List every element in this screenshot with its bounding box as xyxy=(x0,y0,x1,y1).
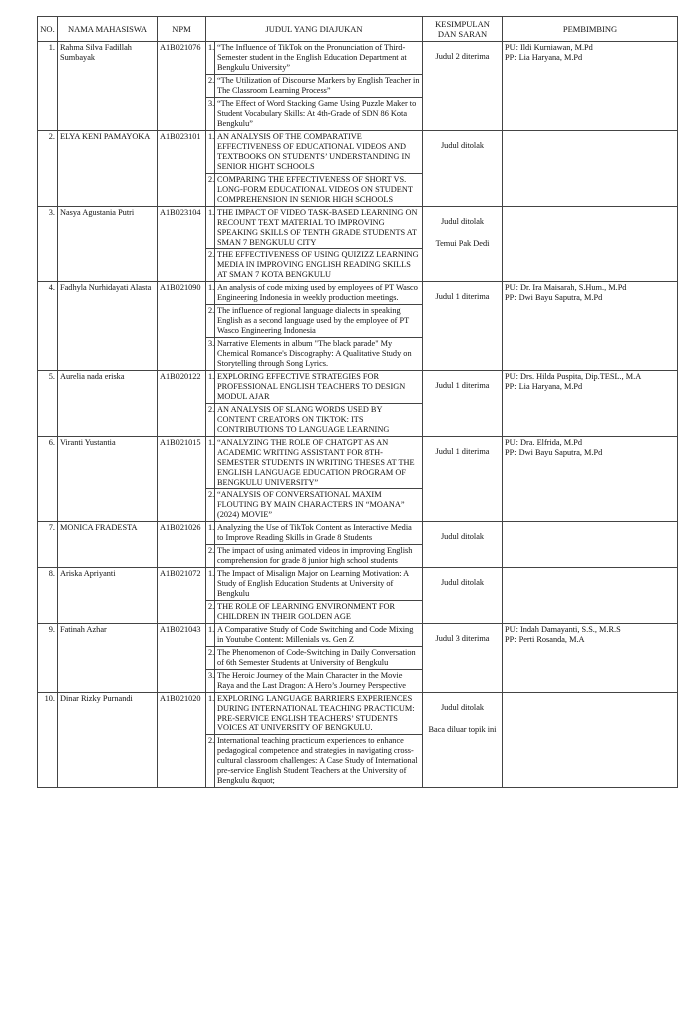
student-name: Fatinah Azhar xyxy=(58,623,158,692)
conclusion-cell xyxy=(423,42,503,131)
student-npm: A1B021076 xyxy=(158,42,206,131)
supervisor-cell xyxy=(503,42,678,131)
supervisor-name: PU: Ildi Kurniawan, M.Pd xyxy=(505,43,593,53)
student-name: Dinar Rizky Purnandi xyxy=(58,692,158,788)
row-number: 5. xyxy=(38,370,58,436)
student-name: MONICA FRADESTA xyxy=(58,522,158,568)
conclusion-cell xyxy=(423,206,503,282)
supervisor-cell xyxy=(503,370,678,436)
proposed-title: AN ANALYSIS OF THE COMPARATIVE EFFECTIVENESS OF EDUCATIONAL VIDEOS AND TEXTBOOKS ON STUDENTS’ UNDERSTANDING IN SENIOR HIGHT SCHOOLS xyxy=(215,131,423,174)
conclusion-text: Judul ditolak xyxy=(440,216,485,226)
proposed-title: The impact of using animated videos in improving English comprehension for grade 8 junior high school students xyxy=(215,545,423,568)
table-body xyxy=(38,42,678,788)
conclusion-text: Judul ditolak xyxy=(440,141,485,150)
proposed-title: “The Utilization of Discourse Markers by English Teacher in The Classroom Learning Process” xyxy=(215,75,423,98)
title-number: 1. xyxy=(206,436,215,489)
supervisor-cell xyxy=(503,206,678,282)
student-npm: A1B021020 xyxy=(158,692,206,788)
supervisor-name: PP: Dwi Bayu Saputra, M.Pd xyxy=(505,447,603,457)
table-row xyxy=(38,370,678,403)
table-row xyxy=(38,42,678,75)
title-number: 2. xyxy=(206,305,215,338)
proposed-title: A Comparative Study of Code Switching and Code Mixing in Youtube Content: Millenials vs. Gen Z xyxy=(215,623,423,646)
header-kesimpulan: KESIMPULAN DAN SARAN xyxy=(423,17,503,42)
row-number: 8. xyxy=(38,568,58,624)
proposed-title: The influence of regional language dialects in speaking English as a second language used by the employee of PT Wasco Engineering Indonesia xyxy=(215,305,423,338)
supervisor-name: PP: Perti Rosanda, M.A xyxy=(505,634,585,644)
title-number: 2. xyxy=(206,173,215,206)
header-no: NO. xyxy=(38,17,58,42)
supervisor-cell xyxy=(503,692,678,788)
student-name: ELYA KENI PAMAYOKA xyxy=(58,131,158,207)
proposed-title: “ANALYSIS OF CONVERSATIONAL MAXIM FLOUTING BY MAIN CHARACTERS IN “MOANA” (2024) MOVIE” xyxy=(215,489,423,522)
proposed-title: “The Influence of TikTok on the Pronunciation of Third-Semester student in the English Education Department at Bengkulu University” xyxy=(215,42,423,75)
title-number: 1. xyxy=(206,282,215,305)
title-number: 2. xyxy=(206,75,215,98)
supervisor-name: PP: Lia Haryana, M.Pd xyxy=(505,53,583,63)
row-number: 6. xyxy=(38,436,58,522)
title-number: 1. xyxy=(206,42,215,75)
student-name: Fadhyla Nurhidayati Alasta xyxy=(58,282,158,371)
row-number: 2. xyxy=(38,131,58,207)
title-number: 3. xyxy=(206,338,215,371)
student-npm: A1B023101 xyxy=(158,131,206,207)
supervisor-name: PP: Lia Haryana, M.Pd xyxy=(505,381,583,391)
table-row xyxy=(38,692,678,735)
student-name: Viranti Yustantia xyxy=(58,436,158,522)
title-number: 1. xyxy=(206,692,215,735)
supervisor-name: PU: Drs. Hilda Puspita, Dip.TESL., M.A xyxy=(505,371,642,381)
proposed-title: EXPLORING LANGUAGE BARRIERS EXPERIENCES DURING INTERNATIONAL TEACHING PRACTICUM: PRE-SERVICE ENGLISH TEACHERS’ STUDENTS VOICES AT UNIVERSITY OF BENGKULU. xyxy=(215,692,423,735)
conclusion-cell xyxy=(423,623,503,692)
title-number: 2. xyxy=(206,735,215,788)
proposed-title: An analysis of code mixing used by employees of PT Wasco Engineering Indonesia in weekly production meetings. xyxy=(215,282,423,305)
title-number: 1. xyxy=(206,370,215,403)
student-name: Nasya Agustania Putri xyxy=(58,206,158,282)
proposed-title: The Phenomenon of Code-Switching in Daily Conversation of 6th Semester Students at University of Bengkulu xyxy=(215,646,423,669)
student-npm: A1B020122 xyxy=(158,370,206,436)
supervisor-name: PP: Dwi Bayu Saputra, M.Pd xyxy=(505,293,603,303)
conclusion-text: Judul 1 diterima xyxy=(435,446,490,456)
student-npm: A1B021043 xyxy=(158,623,206,692)
title-number: 2. xyxy=(206,489,215,522)
conclusion-text: Judul ditolak xyxy=(440,578,485,588)
title-number: 3. xyxy=(206,98,215,131)
student-npm: A1B021026 xyxy=(158,522,206,568)
table-row xyxy=(38,282,678,305)
conclusion-text: Temui Pak Dedi xyxy=(435,238,490,248)
conclusion-text: Judul 3 diterima xyxy=(435,633,490,643)
conclusion-cell xyxy=(423,131,503,207)
title-number: 2. xyxy=(206,600,215,623)
header-nama: NAMA MAHASISWA xyxy=(58,17,158,42)
student-npm: A1B021090 xyxy=(158,282,206,371)
header-npm: NPM xyxy=(158,17,206,42)
conclusion-cell xyxy=(423,522,503,568)
title-number: 1. xyxy=(206,522,215,545)
row-number: 3. xyxy=(38,206,58,282)
student-npm: A1B021015 xyxy=(158,436,206,522)
row-number: 4. xyxy=(38,282,58,371)
conclusion-cell xyxy=(423,568,503,624)
row-number: 9. xyxy=(38,623,58,692)
title-number: 3. xyxy=(206,669,215,692)
conclusion-cell xyxy=(423,282,503,371)
header-judul: JUDUL YANG DIAJUKAN xyxy=(206,17,423,42)
title-number: 2. xyxy=(206,403,215,436)
table-header-row xyxy=(38,17,678,42)
row-number: 7. xyxy=(38,522,58,568)
conclusion-cell xyxy=(423,436,503,522)
supervisor-cell xyxy=(503,436,678,522)
table-row xyxy=(38,522,678,545)
conclusion-text: Judul ditolak xyxy=(440,702,485,712)
supervisor-cell xyxy=(503,623,678,692)
title-number: 1. xyxy=(206,623,215,646)
row-number: 1. xyxy=(38,42,58,131)
supervisor-cell xyxy=(503,522,678,568)
proposed-title: International teaching practicum experiences to enhance pedagogical competence and strategies in navigating cross-cultural classroom challenges: A Case Study of International pre-service English Student Teachers at the University of Bengkulu &quot; xyxy=(215,735,423,788)
proposed-title: AN ANALYSIS OF SLANG WORDS USED BY CONTENT CREATORS ON TIKTOK: ITS CONTRIBUTIONS TO LANGUAGE LEARNING xyxy=(215,403,423,436)
title-number: 2. xyxy=(206,646,215,669)
supervisor-cell xyxy=(503,568,678,624)
proposed-title: “The Effect of Word Stacking Game Using Puzzle Maker to Student Vocabulary Skills: At 4th-Grade of SDN 86 Kota Bengkulu” xyxy=(215,98,423,131)
conclusion-text: Judul 2 diterima xyxy=(435,52,490,62)
student-name: Rahma Silva Fadillah Sumbayak xyxy=(58,42,158,131)
proposed-title: Narrative Elements in album "The black parade" My Chemical Romance's Discography: A Qualitative Study on Storytelling through Song Lyrics. xyxy=(215,338,423,371)
conclusion-text: Judul 1 diterima xyxy=(435,380,490,390)
title-number: 1. xyxy=(206,568,215,601)
title-number: 1. xyxy=(206,131,215,174)
conclusion-cell xyxy=(423,370,503,436)
conclusion-text: Judul 1 diterima xyxy=(435,292,490,302)
table-row xyxy=(38,131,678,174)
proposed-title: The Heroic Journey of the Main Character in the Movie Raya and the Last Dragon: A Hero’s Journey Perspective xyxy=(215,669,423,692)
title-number: 2. xyxy=(206,545,215,568)
supervisor-name: PU: Dr. Ira Maisarah, S.Hum., M.Pd xyxy=(505,283,627,293)
supervisor-cell xyxy=(503,131,678,207)
supervisor-name: PU: Indah Damayanti, S.S., M.R.S xyxy=(505,624,621,634)
table-row xyxy=(38,436,678,489)
proposed-title: “ANALYZING THE ROLE OF CHATGPT AS AN ACADEMIC WRITING ASSISTANT FOR 8TH-SEMESTER STUDENTS IN WRITING THESES AT THE ENGLISH LANGUAGE EDUCATION PROGRAM OF BENGKULU UNIVERSITY” xyxy=(215,436,423,489)
title-number: 2. xyxy=(206,249,215,282)
proposed-title: THE IMPACT OF VIDEO TASK-BASED LEARNING ON RECOUNT TEXT MATERIAL TO IMPROVING SPEAKING SKILLS OF TENTH GRADE STUDENTS AT SMAN 7 BENGKULU CITY xyxy=(215,206,423,249)
supervisor-cell xyxy=(503,282,678,371)
proposed-title: THE ROLE OF LEARNING ENVIRONMENT FOR CHILDREN IN THEIR GOLDEN AGE xyxy=(215,600,423,623)
student-npm: A1B021072 xyxy=(158,568,206,624)
proposed-title: EXPLORING EFFECTIVE STRATEGIES FOR PROFESSIONAL ENGLISH TEACHERS TO DESIGN MODUL AJAR xyxy=(215,370,423,403)
conclusion-cell xyxy=(423,692,503,788)
proposed-title: COMPARING THE EFFECTIVENESS OF SHORT VS. LONG-FORM EDUCATIONAL VIDEOS ON STUDENT COMPREHENSION IN SENIOR HIGH SCHOOLS xyxy=(215,173,423,206)
thesis-title-table xyxy=(37,16,678,788)
student-name: Ariska Apriyanti xyxy=(58,568,158,624)
student-name: Aurelia nada eriska xyxy=(58,370,158,436)
header-pembimbing: PEMBIMBING xyxy=(503,17,678,42)
table-row xyxy=(38,568,678,601)
proposed-title: The Impact of Misalign Major on Learning Motivation: A Study of English Education Students at University of Bengkulu xyxy=(215,568,423,601)
proposed-title: Analyzing the Use of TikTok Content as Interactive Media to Improve Reading Skills in Grade 8 Students xyxy=(215,522,423,545)
proposed-title: THE EFFECTIVENESS OF USING QUIZIZZ LEARNING MEDIA IN IMPROVING ENGLISH READING SKILLS AT SMAN 7 KOTA BENGKULU xyxy=(215,249,423,282)
table-row xyxy=(38,206,678,249)
supervisor-name: PU: Dra. Elfrida, M.Pd xyxy=(505,437,582,447)
conclusion-text: Baca diluar topik ini xyxy=(428,724,497,734)
row-number: 10. xyxy=(38,692,58,788)
student-npm: A1B023104 xyxy=(158,206,206,282)
title-number: 1. xyxy=(206,206,215,249)
conclusion-text: Judul ditolak xyxy=(440,532,485,542)
table-row xyxy=(38,623,678,646)
